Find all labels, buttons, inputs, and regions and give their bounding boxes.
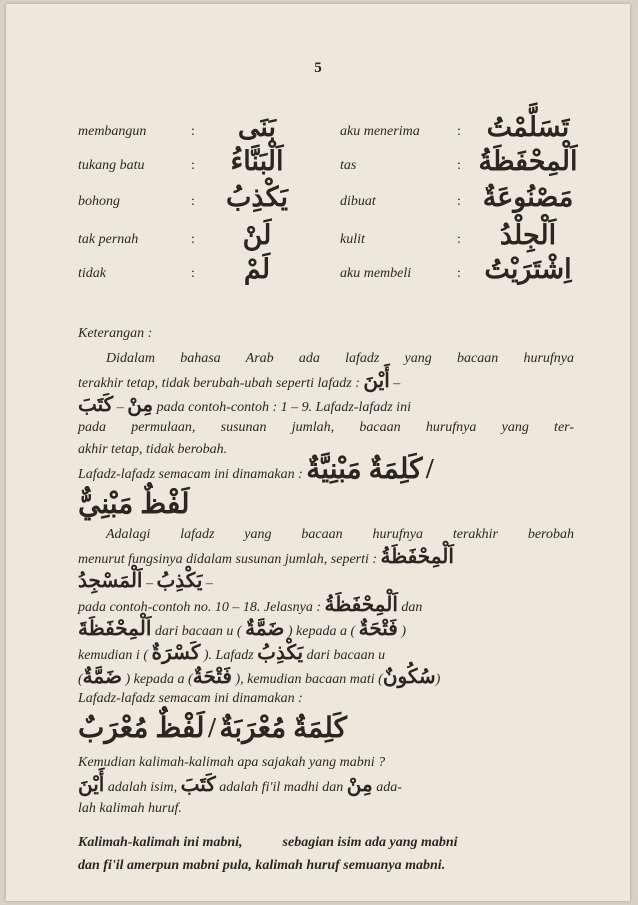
vocab-row [6,184,630,222]
arabic-word: اَلْمِحْفَظَةُ [324,594,398,616]
text-line [78,546,574,571]
vocab-colon: : [191,158,195,173]
arabic-word: ضَمَّةٌ [82,666,122,688]
text-fragment: Kalimah-kalimah ini mabni, [78,835,243,850]
arabic-word: سُكُونٌ [382,666,436,688]
vocab-meaning: tak pernah [78,232,139,247]
arabic-word: يَكْذِبُ [156,570,203,592]
text-line [78,488,574,527]
arabic-word: فَتْحَةٌ [358,618,398,640]
text-fragment: menurut fungsinya didalam susunan jumlah, seperti : [78,552,378,567]
text-fragment: dan [401,600,423,615]
arabic-word: كَتَبَ [180,774,216,796]
arabic-term: لَفْظٌ مَبْنِيٌّ [78,489,190,520]
text-line [78,774,574,799]
vocab-colon: : [457,266,461,281]
text-line [78,855,574,877]
keterangan-heading: Keterangan : [78,326,153,341]
text-line [78,618,574,643]
vocab-meaning: aku membeli [340,266,412,281]
text-line [78,570,574,595]
arabic-word: أَيْنَ [78,774,105,796]
page-number: 5 [314,60,322,76]
text-fragment: ) kepada a ( [287,624,356,639]
text-fragment: akhir tetap, tidak berobah. [78,442,228,457]
text-line [78,798,574,820]
vocab-arabic-word: اِشْتَرَيْتُ [484,254,572,284]
text-fragment: Didalam bahasa Arab ada lafadz yang bacaan hurufnya [106,351,574,366]
vocab-colon: : [457,194,461,209]
vocab-arabic-word: يَكْذِبُ [225,182,288,212]
book-page [6,4,630,901]
vocab-colon: : [457,124,461,139]
text-fragment: adalah fi'il madhi dan [219,780,344,795]
text-fragment: dan fi'il amerpun mabni pula, kalimah huruf semuanya mabni. [78,858,446,873]
text-fragment: pada contoh-contoh : 1 – 9. Lafadz-lafadz ini [156,400,411,415]
vocab-colon: : [191,194,195,209]
text-line [78,394,574,419]
vocab-meaning: membangun [78,124,147,139]
vocab-colon: : [191,232,195,247]
text-fragment: sebagian isim ada yang mabni [282,835,458,850]
arabic-word: فَتْحَةٌ [192,666,232,688]
text-fragment: – [205,576,213,591]
arabic-word: كَتَبَ [78,394,114,416]
vocab-meaning: tidak [78,266,106,281]
arabic-word: مِنْ [127,394,154,416]
text-line [78,370,574,395]
vocab-row [6,256,630,294]
vocab-colon: : [457,232,461,247]
text-fragment: ada- [376,780,402,795]
text-fragment: dari bacaan u [306,648,386,663]
vocab-arabic-word: تَسَلَّمْتُ [486,112,570,142]
text-line [78,642,574,667]
text-fragment: Lafadz-lafadz semacam ini dinamakan : [78,467,303,482]
text-fragment: kemudian i ( [78,648,148,663]
arabic-term: كَلِمَةٌ مُعْرَبَةٌ [219,713,347,744]
text-fragment: adalah isim, [107,780,178,795]
slash-separator: / [425,454,434,485]
text-fragment: ) [435,672,441,687]
vocab-arabic-word: بَنَى [237,112,277,142]
arabic-word: مِنْ [346,774,373,796]
text-fragment: – [116,400,124,415]
vocab-meaning: bohong [78,194,120,209]
text-fragment: pada permulaan, susunan jumlah, bacaan hurufnya yang ter- [78,420,574,435]
text-line [78,454,574,486]
text-fragment: ). Lafadz [203,648,254,663]
arabic-word: ضَمَّةٌ [245,618,285,640]
vocab-meaning: tukang batu [78,158,145,173]
text-fragment: lah kalimah huruf. [78,801,182,816]
arabic-word: يَكْذِبُ [257,642,304,664]
text-line [78,752,574,774]
text-fragment: Kemudian kalimah-kalimah apa sajakah yang mabni ? [78,755,386,770]
arabic-word: أَيْنَ [363,370,390,392]
text-fragment: ) [401,624,407,639]
vocab-arabic-word: اَلْمِحْفَظَةُ [478,146,578,176]
vocab-arabic-word: لَمْ [243,254,271,284]
text-fragment: ) kepada a ( [125,672,193,687]
vocab-row [6,148,630,186]
arabic-word: كَسْرَةٌ [151,642,201,664]
text-line [78,832,574,854]
text-fragment: Adalagi lafadz yang bacaan hurufnya terakhir berobah [106,527,574,542]
text-fragment: pada contoh-contoh no. 10 – 18. Jelasnya : [78,600,322,615]
arabic-term: لَفْظٌ مُعْرَبٌ [78,713,205,744]
text-line [106,524,574,546]
text-fragment: – [145,576,153,591]
text-fragment: ( [78,672,83,687]
arabic-term: كَلِمَةٌ مَبْنِيَّةٌ [306,454,423,485]
vocab-colon: : [191,124,195,139]
vocab-arabic-word: لَنْ [242,220,272,250]
text-line [106,348,574,370]
vocab-arabic-word: اَلْبَنَّاءُ [230,146,284,176]
text-fragment: ), kemudian bacaan mati ( [235,672,383,687]
vocab-meaning: dibuat [340,194,376,209]
arabic-word: اَلْمِحْفَظَةَ [78,618,152,640]
vocab-colon: : [457,158,461,173]
text-line [78,712,574,751]
text-fragment: – [393,376,401,391]
vocab-meaning: kulit [340,232,365,247]
vocab-colon: : [191,266,195,281]
text-line [78,594,574,619]
text-line [78,688,574,710]
text-fragment: terakhir tetap, tidak berubah-ubah seperti lafadz : [78,376,360,391]
vocab-arabic-word: مَصْنُوعَةٌ [482,182,574,212]
vocab-arabic-word: اَلْجِلْدُ [499,220,557,250]
text-fragment: Lafadz-lafadz semacam ini dinamakan : [78,691,303,706]
arabic-word: اَلْمَسْجِدُ [78,570,143,592]
text-line [78,417,574,439]
text-fragment: dari bacaan u ( [154,624,242,639]
vocab-meaning: aku menerima [340,124,420,139]
slash-separator: / [208,713,216,744]
vocab-meaning: tas [340,158,357,173]
arabic-word: اَلْمِحْفَظَةُ [380,546,454,568]
